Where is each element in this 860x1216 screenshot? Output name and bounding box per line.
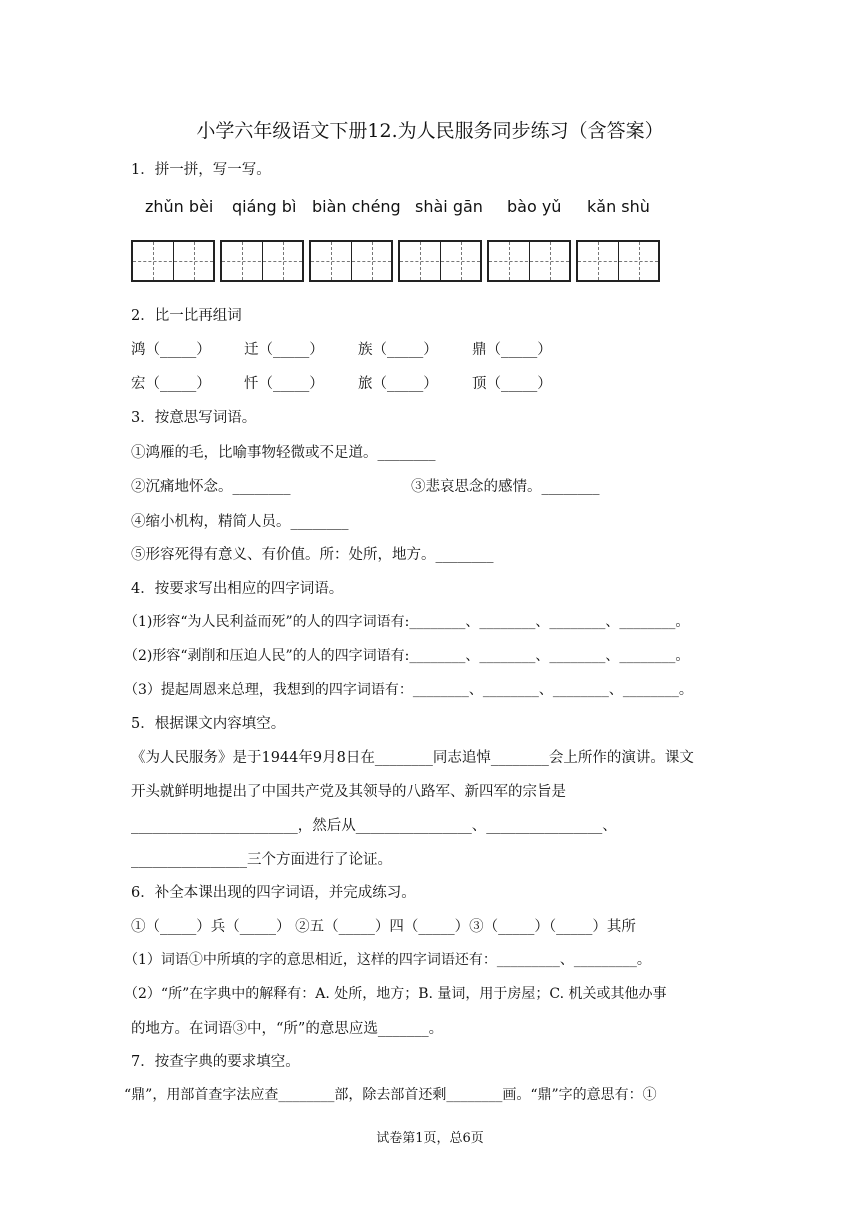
- q2-heading: 2．比一比再组词: [131, 308, 242, 324]
- q6-sub-1: （1）词语①中所填的字的意思相近，这样的四字词语还有：_________、_________。: [124, 952, 651, 968]
- writing-grid-1[interactable]: [131, 240, 215, 282]
- q2-word-2: 迁（_____）: [244, 342, 324, 358]
- q3-item-4: ④缩小机构，精简人员。________: [131, 514, 349, 530]
- page-footer: 试卷第1页，总6页: [376, 1131, 484, 1146]
- q3-item-2: ②沉痛地怀念。________: [131, 479, 291, 495]
- q2-word-3: 族（_____）: [358, 342, 438, 358]
- q2-word-8: 顶（_____）: [472, 376, 552, 392]
- q5-line-2: 开头就鲜明地提出了中国共产党及其领导的八路军、新四军的宗旨是: [131, 784, 566, 800]
- q3-item-5: ⑤形容死得有意义、有价值。所：处所，地方。________: [131, 547, 494, 563]
- q5-line-3: _______________________，然后从________________、________________、: [131, 818, 617, 834]
- q2-word-6: 忏（_____）: [244, 376, 324, 392]
- q5-line-4: ________________三个方面进行了论证。: [131, 852, 392, 868]
- q4-item-1: （1)形容“为人民利益而死”的人的四字词语有:________、________、________、________。: [124, 614, 690, 630]
- writing-grid-5[interactable]: [487, 240, 571, 282]
- pinyin-3: biàn chéng: [312, 197, 401, 216]
- q7-heading: 7．按查字典的要求填空。: [131, 1054, 300, 1070]
- q4-item-2: （2)形容“剥削和压迫人民”的人的四字词语有:________、________、________、________。: [124, 648, 690, 664]
- writing-grid-6[interactable]: [576, 240, 660, 282]
- writing-grid-3[interactable]: [309, 240, 393, 282]
- q6-words: ①（_____）兵（_____） ②五（_____）四（_____）③（_____）（_____）其所: [131, 919, 636, 935]
- q5-line-1: 《为人民服务》是于1944年9月8日在________同志追悼________会上所作的演讲。课文: [131, 750, 694, 766]
- q4-item-3: （3）提起周恩来总理，我想到的四字词语有：________、________、________、________。: [124, 682, 693, 698]
- q2-word-7: 旅（_____）: [358, 376, 438, 392]
- writing-grid-2[interactable]: [220, 240, 304, 282]
- q2-word-5: 宏（_____）: [131, 376, 211, 392]
- writing-grid-4[interactable]: [398, 240, 482, 282]
- q7-line-1: “鼎”，用部首查字法应查________部，除去部首还剩________画。“鼎”字的意思有：①: [124, 1087, 657, 1103]
- page-title: 小学六年级语文下册12.为人民服务同步练习（含答案）: [196, 120, 664, 142]
- q4-heading: 4．按要求写出相应的四字词语。: [131, 581, 344, 597]
- pinyin-4: shài gān: [415, 197, 483, 216]
- q5-heading: 5．根据课文内容填空。: [131, 716, 286, 732]
- q6-heading: 6．补全本课出现的四字词语，并完成练习。: [131, 885, 416, 901]
- q2-word-4: 鼎（_____）: [472, 342, 552, 358]
- q6-sub-2a: （2）“所”在字典中的解释有：A. 处所，地方；B. 量词，用于房屋；C. 机关或其他办事: [124, 986, 667, 1002]
- pinyin-6: kǎn shù: [587, 197, 650, 216]
- pinyin-5: bào yǔ: [507, 197, 562, 216]
- q6-sub-2b: 的地方。在词语③中，“所”的意思应选_______。: [131, 1021, 444, 1037]
- q3-heading: 3．按意思写词语。: [131, 410, 257, 426]
- q3-item-1: ①鸿雁的毛，比喻事物轻微或不足道。________: [131, 445, 436, 461]
- q1-heading: 1．拼一拼，写一写。: [131, 162, 271, 178]
- pinyin-1: zhǔn bèi: [145, 197, 214, 216]
- pinyin-2: qiáng bì: [232, 197, 297, 216]
- q2-word-1: 鸿（_____）: [131, 342, 211, 358]
- q3-item-3: ③悲哀思念的感情。________: [411, 479, 600, 495]
